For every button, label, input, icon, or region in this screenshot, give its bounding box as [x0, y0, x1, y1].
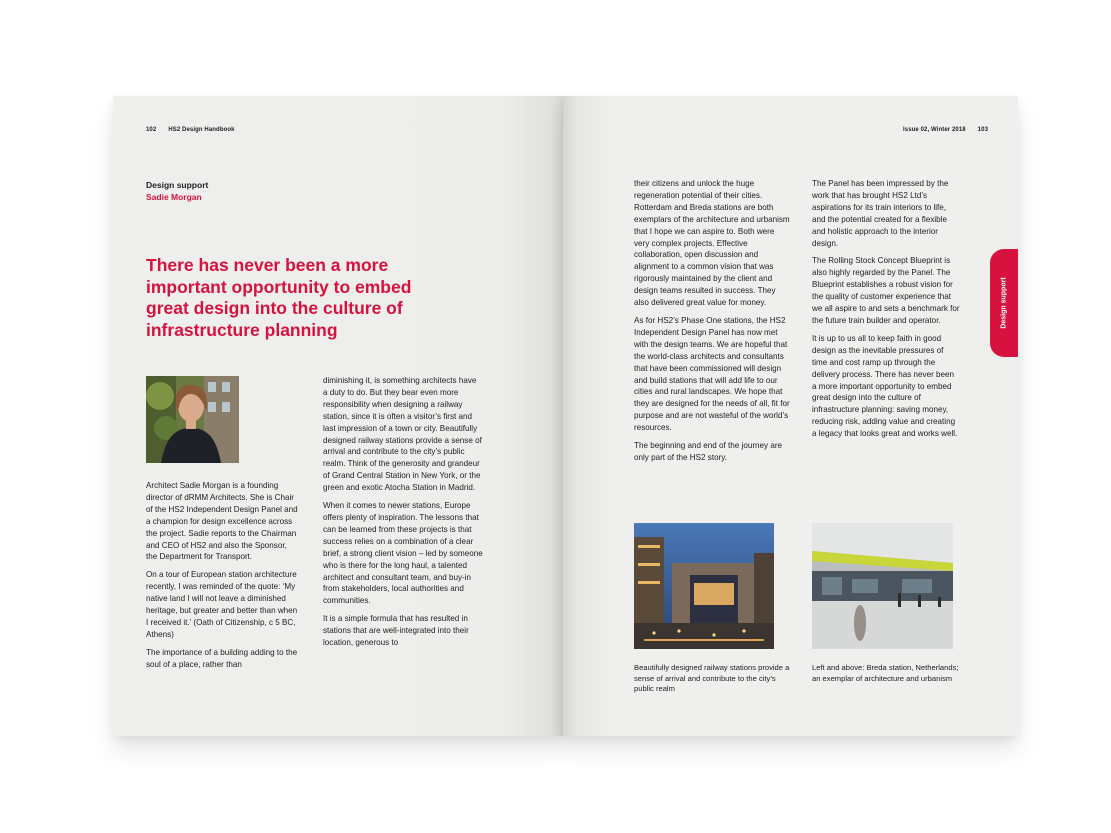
paragraph: The Rolling Stock Concept Blueprint is also highly regarded by the Panel. The Blueprint establishes a robust vision for the quality of customer experience that we all aspire to and sets a benchmark for the future train builder and operator.: [812, 256, 960, 325]
left-running-title: HS2 Design Handbook: [168, 127, 235, 133]
text-column-1: [146, 480, 298, 677]
article-kicker: [146, 179, 208, 203]
left-running-head: [146, 127, 235, 133]
section-tab-label: Design support: [1000, 277, 1008, 329]
section-tab: [990, 249, 1018, 357]
paragraph: The importance of a building adding to the soul of a place, rather than: [146, 647, 298, 669]
text-column-2: [323, 375, 483, 655]
paragraph: their citizens and unlock the huge regeneration potential of their cities. Rotterdam and Breda stations are both exemplars of the architecture and urbanism that I hope we can aspire to. Both were very complex projects. Effective collaboration, open discussion and alignment to a common vision that was rigorously maintained by the client and design teams resulted in success. They also delivered great value for money.: [634, 179, 790, 308]
paragraph: The beginning and end of the journey are only part of the HS2 story.: [634, 441, 783, 462]
right-page-number: 103: [977, 127, 989, 133]
paragraph: It is a simple formula that has resulted in stations that are well-integrated into their location, generous to: [323, 614, 469, 648]
paragraph: It is up to us all to keep faith in good design as the inevitable pressures of time and cost ramp up through the delivery process. There has never been a more important opportunity to embed great design into the culture of infrastructure planning: saving money, reducing risk, adding value and creating a legacy that looks great and works well.: [812, 333, 958, 439]
section-label: Design support: [146, 180, 209, 190]
breda-station-photo: [812, 523, 953, 649]
text-column-4: [812, 178, 960, 446]
paragraph: diminishing it, is something architects have a duty to do. But they bear even more responsibility when designing a railway station, since it is often a visitor’s first and last impression of a town or city. Beautifully designed railway stations provide a sense of arrival and contribute to the city’s public realm. Think of the generosity and grandeur of Grand Central Station in New York, or the green and exotic Atocha Station in Madrid.: [323, 376, 482, 493]
station-photo-dusk: [634, 523, 774, 649]
paragraph: As for HS2’s Phase One stations, the HS2 Independent Design Panel has now met with the design teams. We are hopeful that the world-class architects and consultants that have been commissioned will design and build stations that will add life to our cities and rural landscapes. We hope that they are designed for the needs of all, fit for purpose and are not wasteful of the world’s resources.: [634, 315, 790, 433]
author-name: Sadie Morgan: [146, 192, 202, 202]
paragraph: The Panel has been impressed by the work that has brought HS2 Ltd’s aspirations for its train interiors to life, and the potential created for a flexible and holistic approach to the interior design.: [812, 179, 949, 248]
paragraph: When it comes to newer stations, Europe offers plenty of inspiration. The lessons that can be learned from these projects is that success relies on a combination of a clear brief, a strong client vision – led by someone who is there for the long haul, a talented architect and consultant team, and buy-in from stakeholders, local authorities and communities.: [323, 501, 483, 606]
author-portrait: [146, 376, 239, 463]
left-page-number: 102: [146, 127, 157, 133]
text-column-3: [634, 178, 791, 470]
right-running-head: [903, 127, 988, 133]
paragraph: On a tour of European station architecture recently, I was reminded of the quote: ‘My native land I will not leave a diminished heritage, but greater and better than when I received it.’ (Oath of Citizenship, c 5 BC, Athens): [146, 570, 298, 639]
right-running-title: Issue 02, Winter 2018: [903, 127, 966, 133]
photo-caption-2: Left and above: Breda station, Netherlands; an exemplar of architecture and urbanism: [812, 663, 959, 683]
photo-caption-1: Beautifully designed railway stations provide a sense of arrival and contribute to the city’s public realm: [634, 663, 790, 693]
author-bio: Architect Sadie Morgan is a founding director of dRMM Architects. She is Chair of the HS2 Independent Design Panel and a champion for design excellence across the project. Sadie reports to the Chairman and CEO of HS2 and also the Sponsor, the Department for Transport.: [146, 481, 298, 562]
article-headline: There has never been a more important opportunity to embed great design into the culture of infrastructure planning: [146, 255, 412, 340]
